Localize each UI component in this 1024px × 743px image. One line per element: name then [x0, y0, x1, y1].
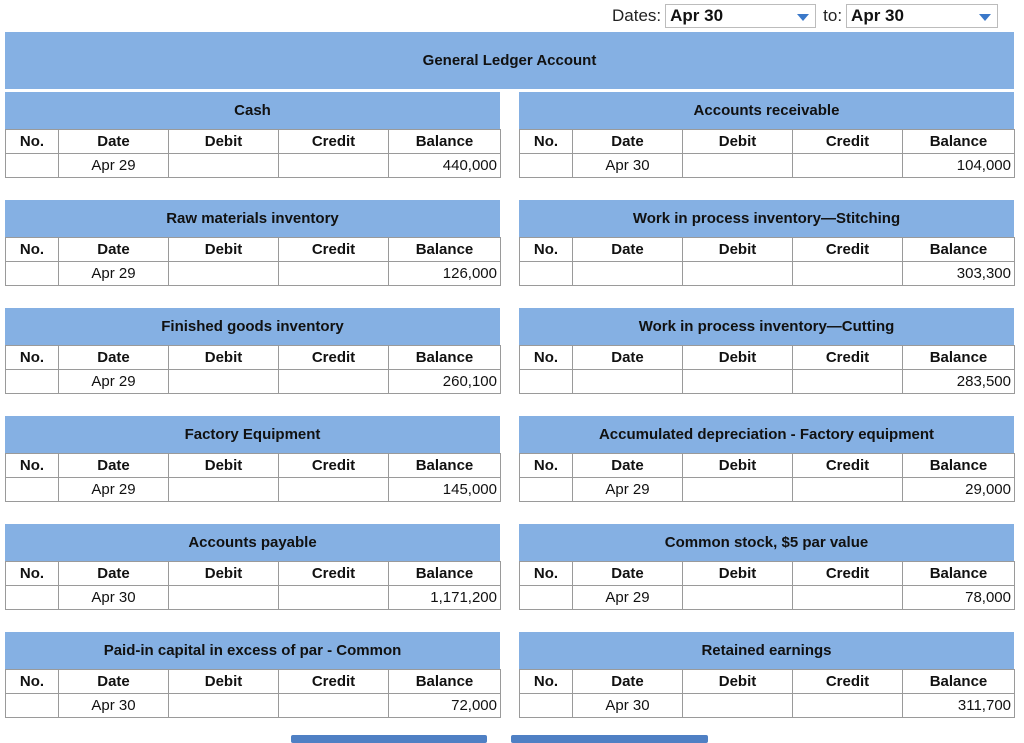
credit-cell: [793, 262, 903, 286]
credit-header: Credit: [279, 670, 389, 694]
no-cell: [6, 586, 59, 610]
ledger-table: [5, 345, 501, 394]
date-cell: Apr 29: [573, 586, 683, 610]
header-row: [520, 670, 1015, 694]
balance-header: Balance: [389, 562, 501, 586]
no-cell: [6, 154, 59, 178]
no-header: No.: [6, 346, 59, 370]
account-title: Factory Equipment: [5, 416, 500, 453]
balance-cell: 283,500: [903, 370, 1015, 394]
no-header: No.: [6, 670, 59, 694]
date-cell: Apr 30: [59, 586, 169, 610]
date-header: Date: [573, 670, 683, 694]
date-cell: Apr 29: [59, 478, 169, 502]
credit-header: Credit: [793, 454, 903, 478]
debit-cell: [683, 586, 793, 610]
debit-header: Debit: [169, 346, 279, 370]
debit-header: Debit: [683, 670, 793, 694]
date-cell: [573, 370, 683, 394]
debit-header: Debit: [683, 562, 793, 586]
table-row: [6, 586, 501, 610]
header-row: [520, 346, 1015, 370]
debit-header: Debit: [683, 130, 793, 154]
ledger-account: [5, 632, 500, 718]
action-button-right[interactable]: [511, 735, 708, 743]
no-header: No.: [520, 346, 573, 370]
date-header: Date: [573, 454, 683, 478]
table-row: [520, 586, 1015, 610]
account-title: Cash: [5, 92, 500, 129]
balance-cell: 303,300: [903, 262, 1015, 286]
account-title: Work in process inventory—Stitching: [519, 200, 1014, 237]
date-cell: [573, 262, 683, 286]
debit-cell: [169, 694, 279, 718]
header-row: [520, 454, 1015, 478]
ledger-account: [519, 308, 1014, 394]
credit-cell: [793, 478, 903, 502]
debit-cell: [169, 262, 279, 286]
ledger-account: [519, 632, 1014, 718]
credit-header: Credit: [279, 562, 389, 586]
no-cell: [520, 694, 573, 718]
date-cell: Apr 29: [59, 154, 169, 178]
ledger-account: [519, 416, 1014, 502]
header-row: [520, 562, 1015, 586]
to-date-select[interactable]: [846, 4, 998, 28]
no-header: No.: [6, 130, 59, 154]
account-title: Common stock, $5 par value: [519, 524, 1014, 561]
credit-cell: [793, 154, 903, 178]
debit-cell: [683, 154, 793, 178]
date-header: Date: [59, 454, 169, 478]
date-header: Date: [573, 562, 683, 586]
balance-cell: 440,000: [389, 154, 501, 178]
no-header: No.: [6, 562, 59, 586]
debit-cell: [683, 262, 793, 286]
ledger-table: [519, 453, 1015, 502]
no-cell: [520, 478, 573, 502]
action-button-left[interactable]: [291, 735, 487, 743]
ledger-account: [5, 92, 500, 178]
no-header: No.: [520, 238, 573, 262]
header-row: [6, 130, 501, 154]
page-title: General Ledger Account: [5, 32, 1014, 89]
no-cell: [6, 478, 59, 502]
credit-header: Credit: [793, 562, 903, 586]
credit-header: Credit: [279, 346, 389, 370]
credit-cell: [279, 370, 389, 394]
balance-header: Balance: [389, 238, 501, 262]
ledger-table: [519, 561, 1015, 610]
chevron-down-icon: [797, 14, 809, 21]
header-row: [6, 562, 501, 586]
credit-cell: [279, 478, 389, 502]
balance-cell: 145,000: [389, 478, 501, 502]
debit-header: Debit: [683, 454, 793, 478]
balance-cell: 104,000: [903, 154, 1015, 178]
account-title: Work in process inventory—Cutting: [519, 308, 1014, 345]
no-cell: [520, 370, 573, 394]
no-header: No.: [520, 670, 573, 694]
no-header: No.: [6, 238, 59, 262]
balance-header: Balance: [903, 562, 1015, 586]
account-title: Finished goods inventory: [5, 308, 500, 345]
table-row: [520, 154, 1015, 178]
debit-cell: [169, 154, 279, 178]
date-cell: Apr 30: [59, 694, 169, 718]
header-row: [6, 454, 501, 478]
account-title: Accounts payable: [5, 524, 500, 561]
date-header: Date: [59, 670, 169, 694]
date-header: Date: [573, 238, 683, 262]
date-header: Date: [59, 562, 169, 586]
date-cell: Apr 30: [573, 154, 683, 178]
credit-cell: [279, 262, 389, 286]
date-cell: Apr 29: [573, 478, 683, 502]
debit-cell: [683, 694, 793, 718]
balance-header: Balance: [903, 130, 1015, 154]
no-cell: [520, 586, 573, 610]
date-cell: Apr 29: [59, 370, 169, 394]
ledger-table: [519, 237, 1015, 286]
from-date-value: Apr 30: [670, 6, 724, 25]
table-row: [6, 694, 501, 718]
no-header: No.: [520, 562, 573, 586]
ledger-table: [5, 453, 501, 502]
debit-header: Debit: [169, 454, 279, 478]
ledger-table: [5, 237, 501, 286]
credit-header: Credit: [279, 454, 389, 478]
credit-cell: [279, 586, 389, 610]
header-row: [6, 238, 501, 262]
dates-label: Dates:: [612, 6, 662, 25]
credit-header: Credit: [793, 130, 903, 154]
balance-cell: 72,000: [389, 694, 501, 718]
table-row: [520, 478, 1015, 502]
ledger-account: [519, 92, 1014, 178]
table-row: [6, 478, 501, 502]
credit-header: Credit: [279, 238, 389, 262]
no-cell: [6, 370, 59, 394]
date-filter: [612, 2, 998, 30]
header-row: [520, 130, 1015, 154]
from-date-select[interactable]: [665, 4, 816, 28]
table-row: [520, 262, 1015, 286]
credit-cell: [279, 154, 389, 178]
balance-cell: 126,000: [389, 262, 501, 286]
credit-header: Credit: [793, 670, 903, 694]
ledger-table: [5, 669, 501, 718]
account-title: Paid-in capital in excess of par - Common: [5, 632, 500, 669]
debit-header: Debit: [683, 346, 793, 370]
credit-header: Credit: [279, 130, 389, 154]
table-row: [6, 262, 501, 286]
balance-header: Balance: [389, 670, 501, 694]
ledger-account: [5, 200, 500, 286]
credit-cell: [279, 694, 389, 718]
credit-cell: [793, 586, 903, 610]
table-row: [6, 154, 501, 178]
ledger-account: [519, 200, 1014, 286]
no-cell: [520, 262, 573, 286]
debit-header: Debit: [169, 130, 279, 154]
balance-header: Balance: [389, 130, 501, 154]
balance-cell: 1,171,200: [389, 586, 501, 610]
ledger-table: [519, 669, 1015, 718]
date-header: Date: [59, 346, 169, 370]
no-header: No.: [520, 454, 573, 478]
ledger-table: [519, 345, 1015, 394]
credit-header: Credit: [793, 346, 903, 370]
debit-header: Debit: [169, 670, 279, 694]
balance-header: Balance: [903, 454, 1015, 478]
debit-cell: [169, 478, 279, 502]
date-header: Date: [573, 130, 683, 154]
credit-cell: [793, 370, 903, 394]
ledger-account: [519, 524, 1014, 610]
balance-cell: 311,700: [903, 694, 1015, 718]
table-row: [6, 370, 501, 394]
ledger-account: [5, 308, 500, 394]
credit-header: Credit: [793, 238, 903, 262]
debit-cell: [169, 370, 279, 394]
account-title: Accounts receivable: [519, 92, 1014, 129]
no-cell: [6, 262, 59, 286]
ledger-table: [5, 129, 501, 178]
date-header: Date: [59, 238, 169, 262]
date-cell: Apr 30: [573, 694, 683, 718]
debit-header: Debit: [683, 238, 793, 262]
chevron-down-icon: [979, 14, 991, 21]
debit-cell: [683, 370, 793, 394]
no-header: No.: [520, 130, 573, 154]
balance-cell: 78,000: [903, 586, 1015, 610]
balance-header: Balance: [903, 238, 1015, 262]
header-row: [6, 346, 501, 370]
account-title: Accumulated depreciation - Factory equipment: [519, 416, 1014, 453]
account-title: Retained earnings: [519, 632, 1014, 669]
balance-header: Balance: [389, 346, 501, 370]
debit-cell: [683, 478, 793, 502]
balance-cell: 29,000: [903, 478, 1015, 502]
no-header: No.: [6, 454, 59, 478]
balance-header: Balance: [903, 346, 1015, 370]
no-cell: [6, 694, 59, 718]
debit-header: Debit: [169, 238, 279, 262]
ledger-account: [5, 416, 500, 502]
account-title: Raw materials inventory: [5, 200, 500, 237]
table-row: [520, 694, 1015, 718]
header-row: [520, 238, 1015, 262]
debit-header: Debit: [169, 562, 279, 586]
ledger-table: [5, 561, 501, 610]
date-header: Date: [59, 130, 169, 154]
credit-cell: [793, 694, 903, 718]
date-header: Date: [573, 346, 683, 370]
ledger-account: [5, 524, 500, 610]
balance-header: Balance: [389, 454, 501, 478]
no-cell: [520, 154, 573, 178]
balance-header: Balance: [903, 670, 1015, 694]
date-cell: Apr 29: [59, 262, 169, 286]
table-row: [520, 370, 1015, 394]
ledger-table: [519, 129, 1015, 178]
to-date-value: Apr 30: [851, 6, 904, 25]
debit-cell: [169, 586, 279, 610]
header-row: [6, 670, 501, 694]
to-label: to:: [823, 6, 843, 25]
balance-cell: 260,100: [389, 370, 501, 394]
